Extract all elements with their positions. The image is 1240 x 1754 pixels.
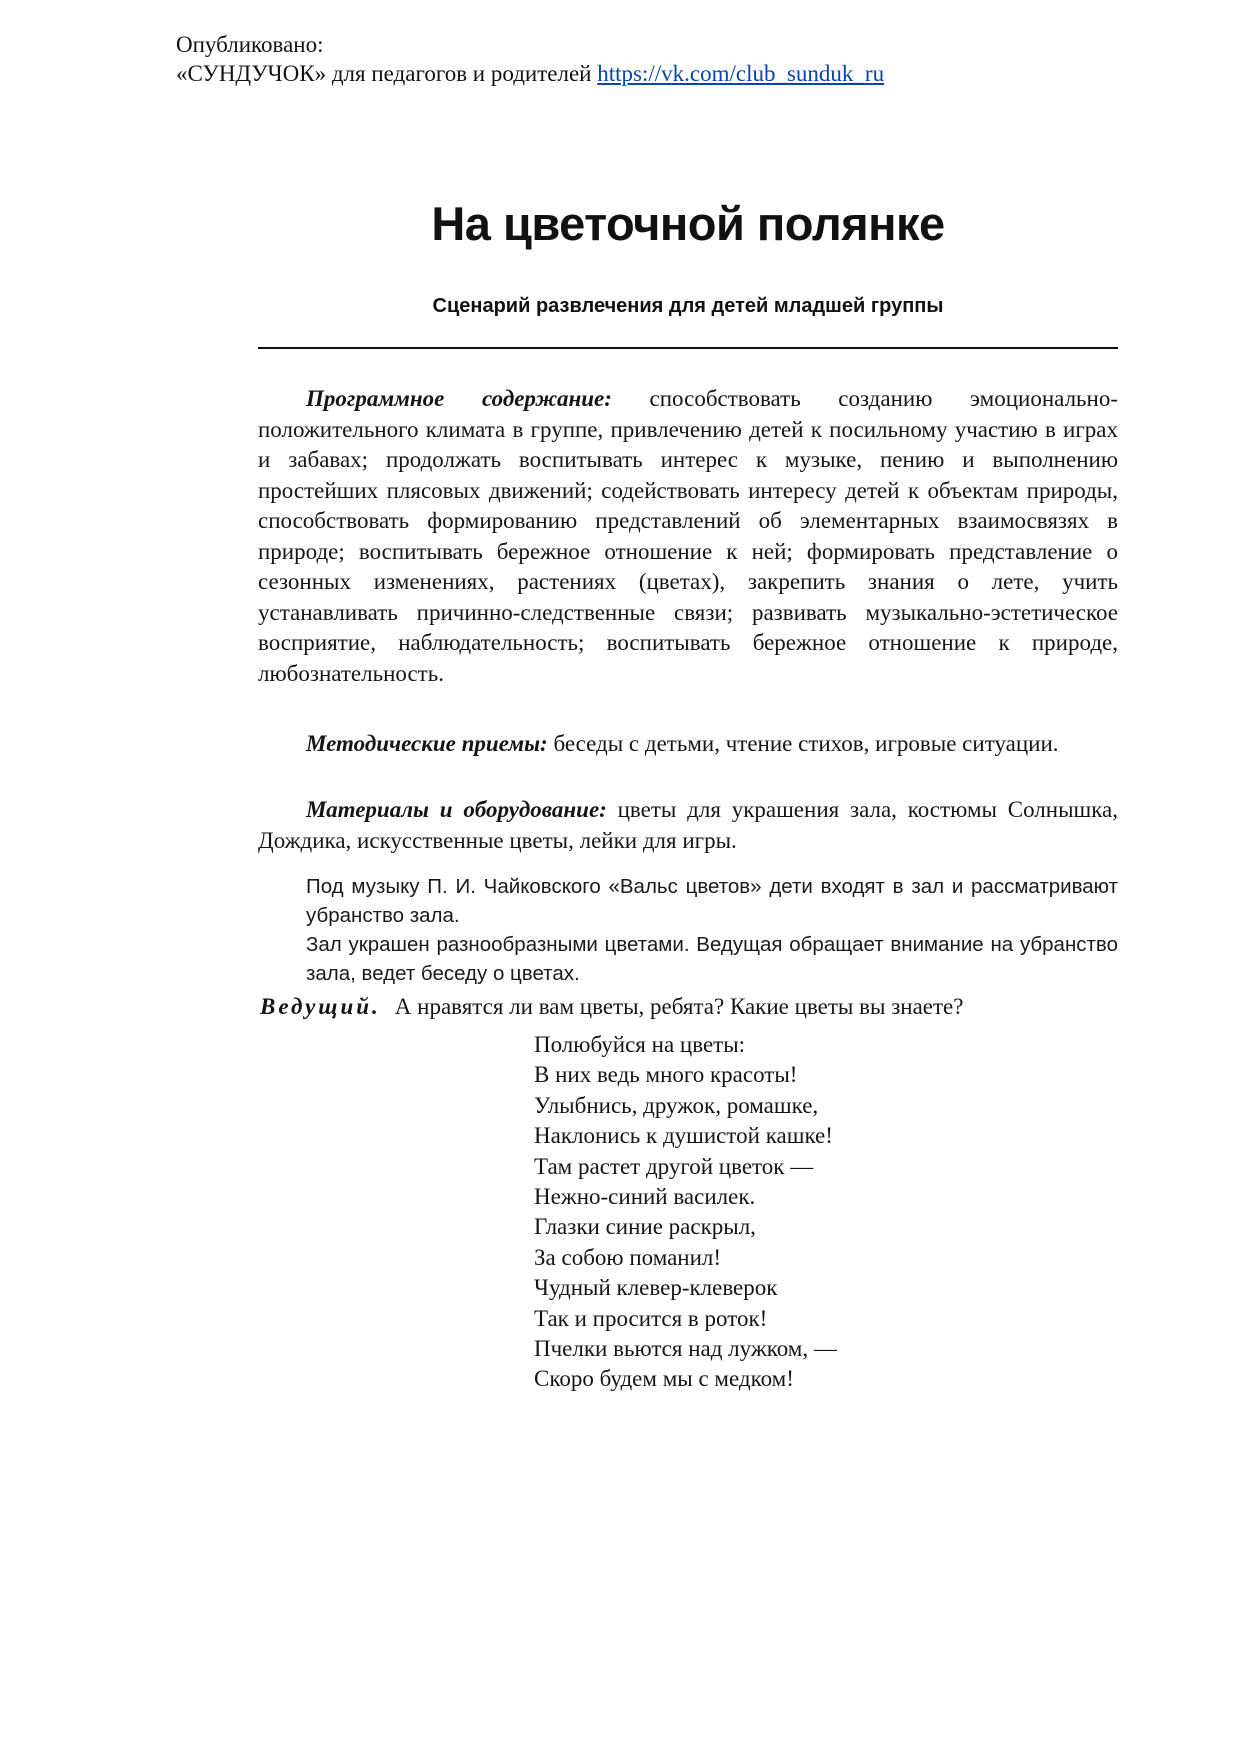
poem-line: Наклонись к душистой кашке! — [534, 1123, 833, 1149]
poem-line: Глазки синие раскрыл, — [534, 1214, 756, 1240]
poem-line: Чудный клевер-клеверок — [534, 1275, 778, 1301]
poem-line: В них ведь много красоты! — [534, 1062, 798, 1088]
title-divider — [258, 347, 1118, 349]
materials-text: цветы для украшения зала, костюмы Солнышка, Дождика, искусственные цветы, лейки для игры. — [258, 797, 1119, 853]
methods-paragraph — [258, 729, 1118, 760]
materials-paragraph — [258, 795, 1118, 856]
source-text: «СУНДУЧОК» для педагогов и родителей — [176, 61, 592, 86]
poem-line: Так и просится в роток! — [534, 1305, 768, 1331]
page-subtitle: Сценарий развлечения для детей младшей группы — [432, 295, 944, 317]
poem-line: Улыбнись, дружок, ромашке, — [534, 1092, 819, 1118]
poem-line: Нежно-синий василек. — [534, 1184, 756, 1210]
stage-remark: Под музыку П. И. Чайковского «Вальс цветов» дети входят в зал и рассматривают убранство зала. — [306, 875, 1118, 927]
materials-lead: Материалы и оборудование: — [306, 797, 607, 822]
poem-line: Полюбуйся на цветы: — [534, 1032, 746, 1057]
program-content-paragraph — [258, 384, 1118, 689]
poem-line: Пчелки вьются над лужком, — — [534, 1336, 837, 1362]
methods-lead: Методические приемы: — [306, 731, 548, 756]
poem — [534, 1030, 1034, 1395]
published-label: Опубликовано: — [176, 32, 324, 57]
page-title: На цветочной полянке — [431, 197, 945, 250]
source-link[interactable]: https://vk.com/club_sunduk_ru — [597, 61, 885, 86]
poem-line: Скоро будем мы с медком! — [534, 1366, 794, 1392]
speaker-name: Ведущий. — [260, 994, 381, 1019]
methods-text: беседы с детьми, чтение стихов, игровые ситуации. — [553, 731, 1059, 756]
poem-line: Там растет другой цветок — — [534, 1153, 814, 1179]
publication-note — [176, 30, 1076, 88]
program-content-lead: Программное содержание: — [306, 386, 612, 411]
host-dialogue — [260, 992, 1120, 1022]
poem-line: За собою поманил! — [534, 1244, 722, 1270]
source-line — [176, 59, 1076, 88]
stage-remark: Зал украшен разнообразными цветами. Ведущая обращает внимание на убранство зала, ведет беседу о цветах. — [306, 933, 1118, 985]
host-line-text: А нравятся ли вам цветы, ребята? Какие цветы вы знаете? — [394, 994, 964, 1019]
program-content-text: способствовать созданию эмоционально-положительного климата в группе, привлечению детей к посильному участию в играх и забавах; продолжать воспитывать интерес к музыке, пению и выполнению простейших плясовых движений; содействовать интересу детей к объектам природы, способствовать формированию представлений об элементарных взаимосвязях в природе; воспитывать бережное отношение к ней; формировать представление о сезонных изменениях, растениях (цветах), закрепить знания о лете, учить устанавливать причинно-следственные связи; развивать музыкально-эстетическое восприятие, наблюдательность; воспитывать бережное отношение к природе, любознательность. — [258, 386, 1118, 686]
